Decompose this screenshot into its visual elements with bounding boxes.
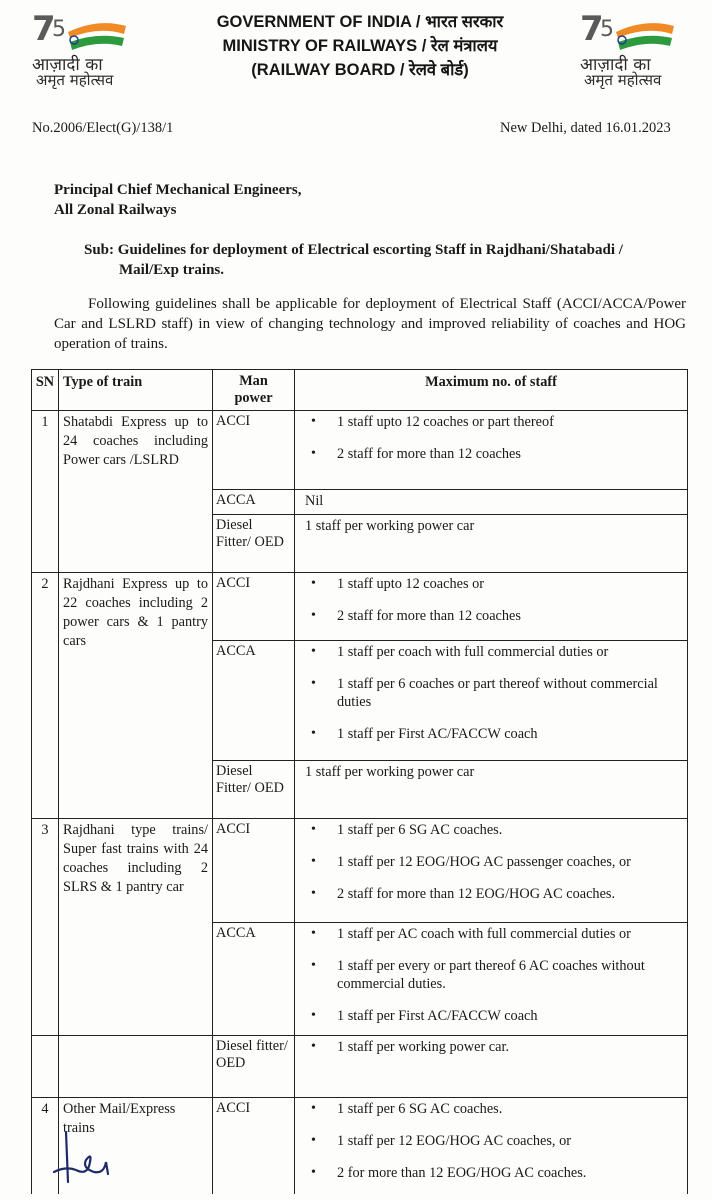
date-line: New Delhi, dated 16.01.2023 — [500, 120, 671, 136]
azadi-ka-amrit-mahotsav-logo-right — [566, 6, 696, 92]
row-manpower: ACCA — [213, 490, 295, 515]
row-staff — [295, 515, 688, 573]
row-sn: 1 — [32, 411, 59, 573]
list-item: • 1 staff per 6 SG AC coaches. — [301, 821, 681, 839]
list-item: • 2 for more than 12 EOG/HOG AC coaches. — [301, 1164, 681, 1182]
list-item: • 1 staff per coach with full commercial duties or — [301, 643, 681, 661]
row-staff — [295, 819, 688, 923]
row-staff — [295, 1036, 688, 1098]
row-staff — [295, 411, 688, 490]
header-maximum-staff: Maximum no. of staff — [295, 370, 688, 411]
list-item: • 1 staff per 6 SG AC coaches. — [301, 1100, 681, 1118]
list-item: • 1 staff per every or part thereof 6 AC coaches without commercial duties. — [301, 957, 681, 993]
row-manpower: ACCI — [213, 1098, 295, 1194]
header-type-of-train: Type of train — [59, 370, 213, 411]
list-item: • 1 staff upto 12 coaches or — [301, 575, 681, 593]
svg-text:5: 5 — [52, 17, 66, 42]
row-train-type: Other Mail/Express trains — [59, 1098, 213, 1194]
table-row — [32, 819, 688, 923]
row-manpower: Diesel Fitter/ OED — [213, 761, 295, 819]
header-manpower — [213, 370, 295, 411]
list-item: • 2 staff for more than 12 coaches — [301, 445, 681, 463]
table-row — [32, 1098, 688, 1194]
azadi-ka-amrit-mahotsav-logo-left — [18, 6, 148, 92]
row-sn: 4 — [32, 1098, 59, 1194]
list-item: • 1 staff per First AC/FACCW coach — [301, 1007, 681, 1025]
letterhead-line1: GOVERNMENT OF INDIA / भारत सरकार — [216, 13, 504, 31]
header-sn: SN — [32, 370, 59, 411]
addressee-line2: All Zonal Railways — [54, 202, 177, 218]
addressee-line1: Principal Chief Mechanical Engineers, — [54, 182, 302, 198]
row-manpower: Diesel Fitter/ OED — [213, 515, 295, 573]
row-manpower: ACCI — [213, 573, 295, 641]
list-item: • 1 staff per 12 EOG/HOG AC coaches, or — [301, 1132, 681, 1150]
header-manpower-line1: Man — [239, 373, 268, 389]
list-item: • 2 staff for more than 12 EOG/HOG AC coaches. — [301, 885, 681, 903]
svg-text:7: 7 — [580, 9, 604, 49]
row-train-type: Rajdhani type trains/ Super fast trains with 24 coaches including 2 SLRS & 1 pantry car — [59, 819, 213, 1036]
subject-line2: Mail/Exp trains. — [119, 262, 225, 278]
list-item: • 1 staff per First AC/FACCW coach — [301, 725, 681, 743]
svg-text:5: 5 — [600, 17, 614, 42]
table-header-row — [32, 370, 688, 411]
logo-text-line1: आज़ादी का — [32, 55, 103, 75]
row-staff-text: 1 staff per working power car — [305, 764, 475, 780]
row-sn-empty — [32, 1036, 59, 1098]
reference-number: No.2006/Elect(G)/138/1 — [32, 120, 174, 136]
svg-text:7: 7 — [32, 9, 56, 49]
addressee — [54, 180, 301, 220]
row-staff — [295, 1098, 688, 1194]
row-staff-text: Nil — [305, 493, 324, 509]
body-paragraph — [54, 294, 686, 354]
row-manpower: ACCI — [213, 411, 295, 490]
body-paragraph-text: Following guidelines shall be applicable for deployment of Electrical Staff (ACCI/ACCA/Power Car and LSLRD staff) in view of changing technology and improved reliability of coaches and HOG operation of trains. — [54, 296, 686, 352]
row-manpower: ACCI — [213, 819, 295, 923]
row-staff — [295, 641, 688, 761]
staff-deployment-table — [31, 369, 688, 1194]
letterhead-line3: (RAILWAY BOARD / रेलवे बोर्ड) — [251, 61, 469, 79]
list-item: • 1 staff per 12 EOG/HOG AC passenger coaches, or — [301, 853, 681, 871]
list-item: • 1 staff upto 12 coaches or part thereof — [301, 413, 681, 431]
letterhead — [150, 10, 570, 82]
header-manpower-line2: power — [234, 390, 273, 406]
table-row — [32, 573, 688, 641]
signature-mark — [46, 1122, 126, 1192]
row-sn: 3 — [32, 819, 59, 1036]
row-staff — [295, 573, 688, 641]
logo-text-line2: अमृत महोत्सव — [36, 71, 114, 89]
letterhead-line2: MINISTRY OF RAILWAYS / रेल मंत्रालय — [222, 37, 498, 55]
table-row — [32, 1036, 688, 1098]
row-staff — [295, 923, 688, 1036]
row-train-type: Shatabdi Express up to 24 coaches including Power cars /LSLRD — [59, 411, 213, 573]
logo-text-line2: अमृत महोत्सव — [584, 71, 662, 89]
subject — [84, 240, 623, 280]
list-item: • 1 staff per working power car. — [301, 1038, 681, 1056]
row-staff-text: 1 staff per working power car — [305, 518, 475, 534]
row-manpower: Diesel fitter/ OED — [213, 1036, 295, 1098]
row-train-type: Rajdhani Express up to 22 coaches including 2 power cars & 1 pantry cars — [59, 573, 213, 819]
row-staff — [295, 761, 688, 819]
list-item: • 1 staff per AC coach with full commercial duties or — [301, 925, 681, 943]
row-sn: 2 — [32, 573, 59, 819]
list-item: • 2 staff for more than 12 coaches — [301, 607, 681, 625]
table-row — [32, 411, 688, 490]
row-train-type-empty — [59, 1036, 213, 1098]
row-manpower: ACCA — [213, 641, 295, 761]
logo-text-line1: आज़ादी का — [580, 55, 651, 75]
subject-line1: Sub: Guidelines for deployment of Electrical escorting Staff in Rajdhani/Shatabadi / — [84, 242, 623, 258]
row-staff — [295, 490, 688, 515]
list-item: • 1 staff per 6 coaches or part thereof without commercial duties — [301, 675, 681, 711]
row-manpower: ACCA — [213, 923, 295, 1036]
